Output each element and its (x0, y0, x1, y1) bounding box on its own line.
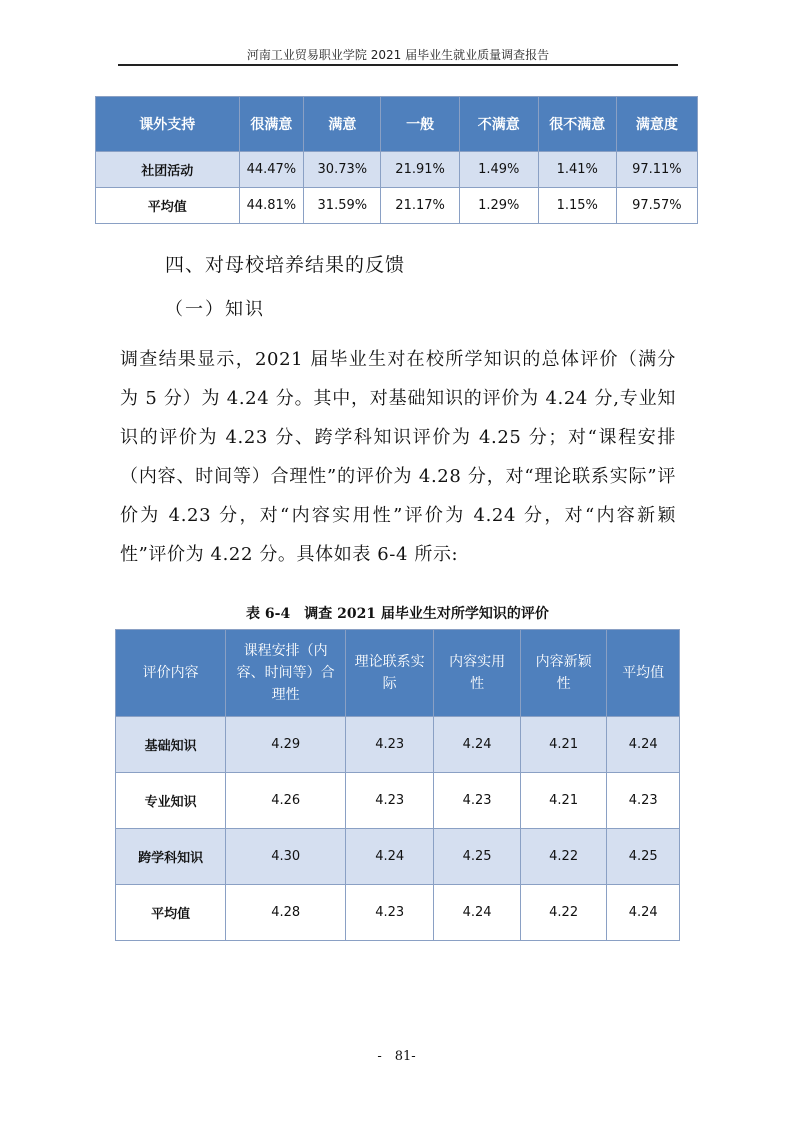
row-label: 平均值 (116, 885, 226, 941)
table-cell: 97.57% (616, 188, 697, 224)
column-header: 不满意 (459, 97, 538, 152)
table-cell: 4.26 (226, 773, 346, 829)
column-header: 内容实用性 (434, 630, 521, 717)
column-header: 理论联系实际 (346, 630, 434, 717)
row-label: 社团活动 (96, 152, 240, 188)
table-cell: 4.24 (434, 717, 521, 773)
table-row (116, 885, 680, 941)
column-header: 课程安排（内容、时间等）合理性 (226, 630, 346, 717)
table-cell: 4.23 (434, 773, 521, 829)
body-paragraph: 调查结果显示，2021 届毕业生对在校所学知识的总体评价（满分为 5 分）为 4.24 分。其中，对基础知识的评价为 4.24 分,专业知识的评价为 4.23 分、跨学科知识评价为 4.25 分；对“课程安排（内容、时间等）合理性”的评价为 4.28 分，对“理论联系实际”评价为 4.23 分，对“内容实用性”评价为 4.24 分，对“内容新颖性”评价为 4.22 分。具体如表 6-4 所示: (120, 349, 676, 565)
page-number: - 81- (377, 1049, 416, 1064)
table-cell: 1.15% (538, 188, 616, 224)
table-row (96, 188, 698, 224)
table-cell: 1.49% (459, 152, 538, 188)
table-cell: 44.81% (239, 188, 304, 224)
header-rule (118, 64, 678, 66)
table-cell: 4.30 (226, 829, 346, 885)
column-header: 课外支持 (96, 97, 240, 152)
table-cell: 44.47% (239, 152, 304, 188)
table-cell: 4.22 (520, 885, 607, 941)
table-header-row (96, 97, 698, 152)
table-cell: 4.25 (434, 829, 521, 885)
table-row (116, 829, 680, 885)
table-cell: 30.73% (304, 152, 381, 188)
subsection-title: （一）知识 (165, 299, 265, 320)
table-cell: 4.24 (346, 829, 434, 885)
table-cell: 4.24 (607, 885, 680, 941)
table-cell: 31.59% (304, 188, 381, 224)
column-header: 评价内容 (116, 630, 226, 717)
extracurricular-support-table (95, 96, 698, 224)
page-header: 河南工业贸易职业学院 2021 届毕业生就业质量调查报告 (246, 48, 550, 62)
table-cell: 4.23 (346, 717, 434, 773)
section-title: 四、对母校培养结果的反馈 (165, 254, 406, 276)
table-caption: 表 6-4 调查 2021 届毕业生对所学知识的评价 (246, 606, 549, 622)
table-row (96, 152, 698, 188)
table-cell: 21.91% (381, 152, 459, 188)
table-cell: 4.23 (346, 885, 434, 941)
column-header: 内容新颖性 (520, 630, 607, 717)
table-cell: 4.23 (607, 773, 680, 829)
table-cell: 4.24 (434, 885, 521, 941)
table-cell: 4.24 (607, 717, 680, 773)
column-header: 很满意 (239, 97, 304, 152)
column-header: 满意度 (616, 97, 697, 152)
table-cell: 97.11% (616, 152, 697, 188)
knowledge-evaluation-table (115, 629, 680, 941)
table-cell: 4.22 (520, 829, 607, 885)
row-label: 专业知识 (116, 773, 226, 829)
column-header: 满意 (304, 97, 381, 152)
column-header: 平均值 (607, 630, 680, 717)
table-row (116, 773, 680, 829)
table-cell: 21.17% (381, 188, 459, 224)
table-cell: 4.21 (520, 717, 607, 773)
table-cell: 4.29 (226, 717, 346, 773)
row-label: 跨学科知识 (116, 829, 226, 885)
table-cell: 4.23 (346, 773, 434, 829)
row-label: 平均值 (96, 188, 240, 224)
table-header-row (116, 630, 680, 717)
row-label: 基础知识 (116, 717, 226, 773)
table-cell: 4.21 (520, 773, 607, 829)
column-header: 一般 (381, 97, 459, 152)
table-row (116, 717, 680, 773)
column-header: 很不满意 (538, 97, 616, 152)
table-cell: 4.25 (607, 829, 680, 885)
table-cell: 4.28 (226, 885, 346, 941)
table-cell: 1.29% (459, 188, 538, 224)
table-cell: 1.41% (538, 152, 616, 188)
